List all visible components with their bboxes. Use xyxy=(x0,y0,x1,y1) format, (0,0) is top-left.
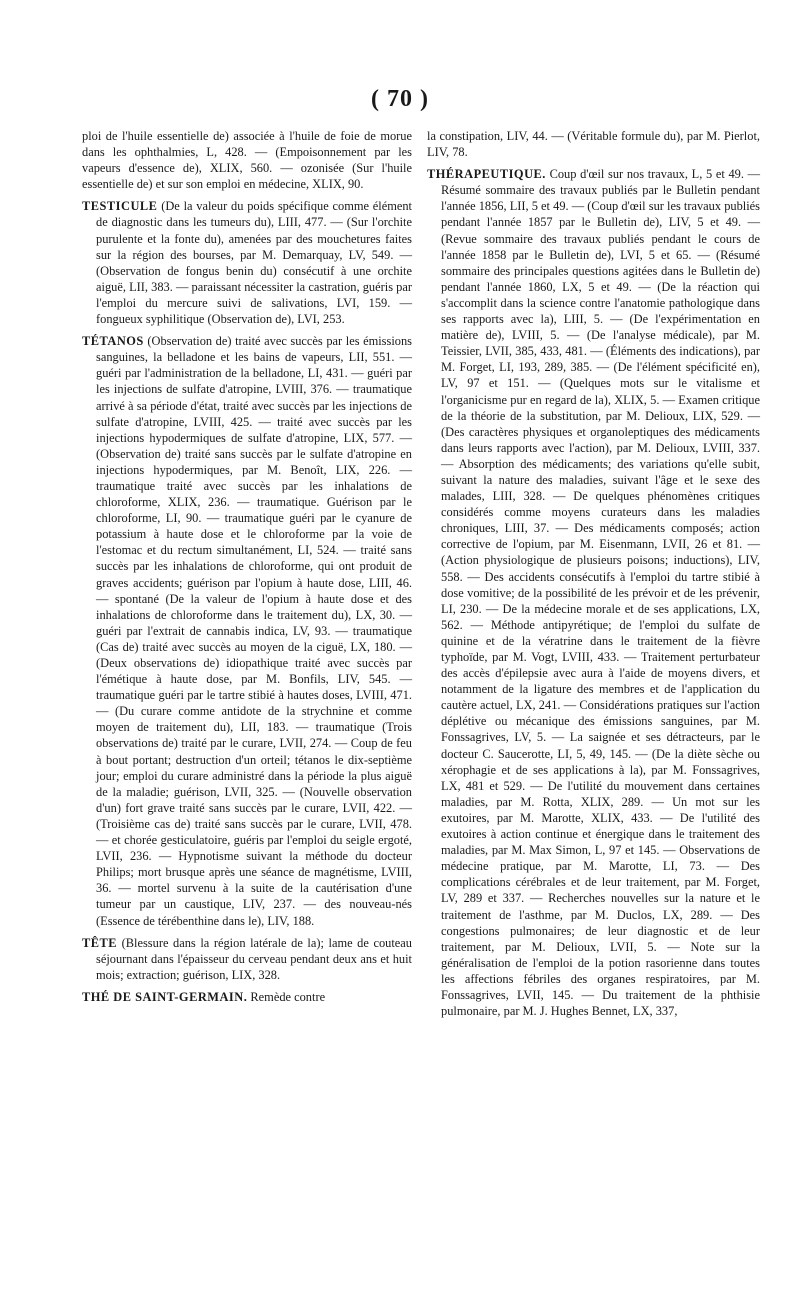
page-number: ( 70 ) xyxy=(371,86,429,112)
entry-huile-continuation xyxy=(82,128,412,192)
entry-text: la constipation, LIV, 44. — (Véritable formule du), par M. Pierlot, LIV, 78. xyxy=(427,129,760,160)
entry-text: (Blessure dans la région latérale de la); lame de couteau séjournant dans l'épaisseur du cerveau pendant deux ans et huit mois; extraction; guérison, LIX, 328. xyxy=(96,935,412,982)
entry-tetanos xyxy=(82,333,412,928)
entry-tete xyxy=(82,935,412,983)
entry-the-continuation xyxy=(427,128,760,160)
entry-text: Coup d'œil sur nos travaux, L, 5 et 49. — Résumé sommaire des travaux publiés par le Bulletin pendant l'année 1856, LII, 5 et 49. — (Coup d'œil sur les travaux publiés pendant l'année 1857 par le Bulletin de), LIV, 5 et 49. — (Revue sommaire des travaux publiés pendant le cours de l'année 1858 par le Bulletin de), LVI, 5 et 65. — (Résumé sommaire des principales questions agitées dans le Bulletin de) pendant l'année 1860, LX, 5 et 49. — (De la réaction qui s'accomplit dans la science contre l'anatomie pathologique dans ses rapports avec la), LIII, 5. — (De l'expérimentation en matière de), LVIII, 5. — (De l'analyse médicale), par M. Teissier, LVII, 385, 433, 481. — (Éléments des indications), par M. Forget, LI, 193, 289, 385. — (De l'élément spécificité en), LV, 97 et 151. — (Quelques mots sur le vitalisme et l'organicisme pur en regard de la), XLIX, 5. — Examen critique de la théorie de la substitution, par M. Delioux, LIX, 529. — (Des caractères physiques et organoleptiques des médicaments dans leurs rapports avec l'action), par M. Delioux, LVIII, 337. — Absorption des médicaments; des variations qu'elle subit, suivant la nature des maladies, suivant l'âge et le sexe des malades, LIII, 328. — De quelques phénomènes critiques considérés comme moyens curateurs dans les maladies chroniques, LIII, 37. — Des médicaments composés; action corrective de l'opium, par M. Eisenmann, LVII, 26 et 81. — (Action physiologique de plusieurs poisons; inductions), LIV, 558. — Des accidents consécutifs à l'emploi du tartre stibié à dose vomitive; de la possibilité de les prévoir et de les prévenir, LI, 230. — De la médecine morale et de ses applications, LX, 562. — Méthode antipyrétique; de l'emploi du sulfate de quinine et de la vératrine dans le traitement de la fièvre typhoïde, par M. Vogt, LVIII, 433. — Traitement perturbateur des accès d'épilepsie avec aura à l'aide de moyens divers, et notamment de la ligature des membres et de l'application du cautère actuel, LX, 241. — Considérations pratiques sur l'action déplétive ou mécanique des émissions sanguines, par M. Fonssagrives, LV, 5. — La saignée et ses détracteurs, par le docteur C. Saucerotte, LI, 5, 49, 145. — (De la diète sèche ou xérophagie et de ses applications à la), par M. Fonssagrives, LX, 481 et 529. — De l'utilité du mouvement dans certaines maladies, par M. Rotta, XLIX, 289. — Un mot sur les exutoires, par M. Marotte, XLIX, 433. — De l'utilité des exutoires à action continue et énergique dans le traitement des maladies, par M. Max Simon, L, 97 et 145. — Observations de médecine pratique, par M. Marotte, LI, 73. — Des complications cérébrales et de leur traitement, par M. Forget, LV, 289 et 337. — Recherches nouvelles sur la nature et le traitement de l'asthme, par M. Duclos, LX, 289. — Des congestions pulmonaires; de leur diagnostic et de leur traitement, par M. Delioux, LVII, 5. — Note sur la généralisation de l'emploi de la potion rasorienne dans toutes les affections fébriles des organes respiratoires, par M. Fonssagrives, LVII, 145. — Du traitement de la phthisie pulmonaire, par M. J. Hughes Bennet, LX, 337, xyxy=(441,167,760,1019)
entry-head: TESTICULE xyxy=(82,199,158,214)
entry-therapeutique xyxy=(427,166,760,1019)
entry-the-de-saint-germain xyxy=(82,989,412,1005)
entry-text: Remède contre xyxy=(250,989,326,1004)
entry-text: (Observation de) traité avec succès par les émissions sanguines, la belladone et les bains de vapeurs, LII, 551. — guéri par l'administration de la belladone, LI, 431. — guéri par les injections de sulfate d'atropine, LVIII, 376. — traumatique arrivé à sa période d'état, traité avec succès par les injections de sulfate d'atropine, LVIII, 425. — traité avec succès par les injections hypodermiques de sulfate d'atropine, LIX, 577. —(Observation de) traité sans succès par le sulfate d'atropine en injections hypodermiques, par M. Benoît, LIX, 226. — traumatique traité avec succès par les inhalations de chloroforme, XLIX, 236. — traumatique. Guérison par le chloroforme, LI, 90. — traumatique guéri par le cyanure de potassium à haute dose et le chloroforme par la voie de l'estomac et du rectum simultanément, LI, 524. — traité sans succès par les inhalations de chloroforme, qui ont produit de graves accidents; guérison par l'opium à haute dose, LIII, 46. — spontané (De la valeur de l'opium à haute dose et des inhalations de chloroforme dans le traitement du), LX, 30. — guéri par l'extrait de cannabis indica, LV, 93. — traumatique (Cas de) traité avec succès au moyen de la ciguë, LX, 180. — (Deux observations de) idiopathique traité avec succès par l'émétique à haute dose, par M. Bonfils, LIV, 545. — traumatique guéri par le tartre stibié à hautes doses, LVIII, 471. — (Du curare comme antidote de la strychnine et comme moyen de traitement du), LII, 183. — traumatique (Trois observations de) traité par le curare, LVII, 274. — Coup de feu à bout portant; destruction d'un orteil; tétanos le dix-septième jour; emploi du curare administré dans la période la plus aiguë de la maladie; guérison, LVII, 325. — (Nouvelle observation d'un) fort grave traité sans succès par le curare, LVII, 422. — (Troisième cas de) traité sans succès par le curare, LVII, 478. — et chorée gesticulatoire, guéris par l'emploi du seigle ergoté, LVII, 236. — Hypnotisme suivant la méthode du docteur Philips; mort brusque après une séance de magnétisme, LVIII, 36. — mortel survenu à la suite de la cautérisation d'une tumeur par un caustique, LIV, 237. — des nouveau-nés (Essence de térébenthine dans le), LIV, 188. xyxy=(96,334,412,928)
entry-head: TÊTE xyxy=(82,935,118,950)
entry-text: (De la valeur du poids spécifique comme élément de diagnostic dans les tumeurs du), LIII, 477. — (Sur l'orchite purulente et la fonte du), amenées par des mouchetures faites sur la région des bourses, par M. Demarquay, LV, 549. — (Observation de fongus benin du) consécutif à une orchite aiguë, LII, 383. — paraissant nécessiter la castration, guéris par l'emploi du mercure suivi de salivations, LVI, 159. — fongueux syphilitique (Observation de), LVI, 253. xyxy=(96,199,412,327)
entry-text: ploi de l'huile essentielle de) associée à l'huile de foie de morue dans les ophthalmies, L, 428. — (Empoisonnement par les vapeurs d'essence de), XLIX, 560. — ozonisée (Sur l'huile essentielle de) et sur son emploi en médecine, XLIX, 90. xyxy=(82,129,412,192)
entry-testicule xyxy=(82,198,412,327)
entry-head: THÉRAPEUTIQUE. xyxy=(427,167,546,182)
right-column xyxy=(427,128,760,1025)
entry-head: THÉ DE SAINT-GERMAIN. xyxy=(82,989,248,1004)
left-column xyxy=(82,128,412,1011)
entry-head: TÉTANOS xyxy=(82,334,144,349)
